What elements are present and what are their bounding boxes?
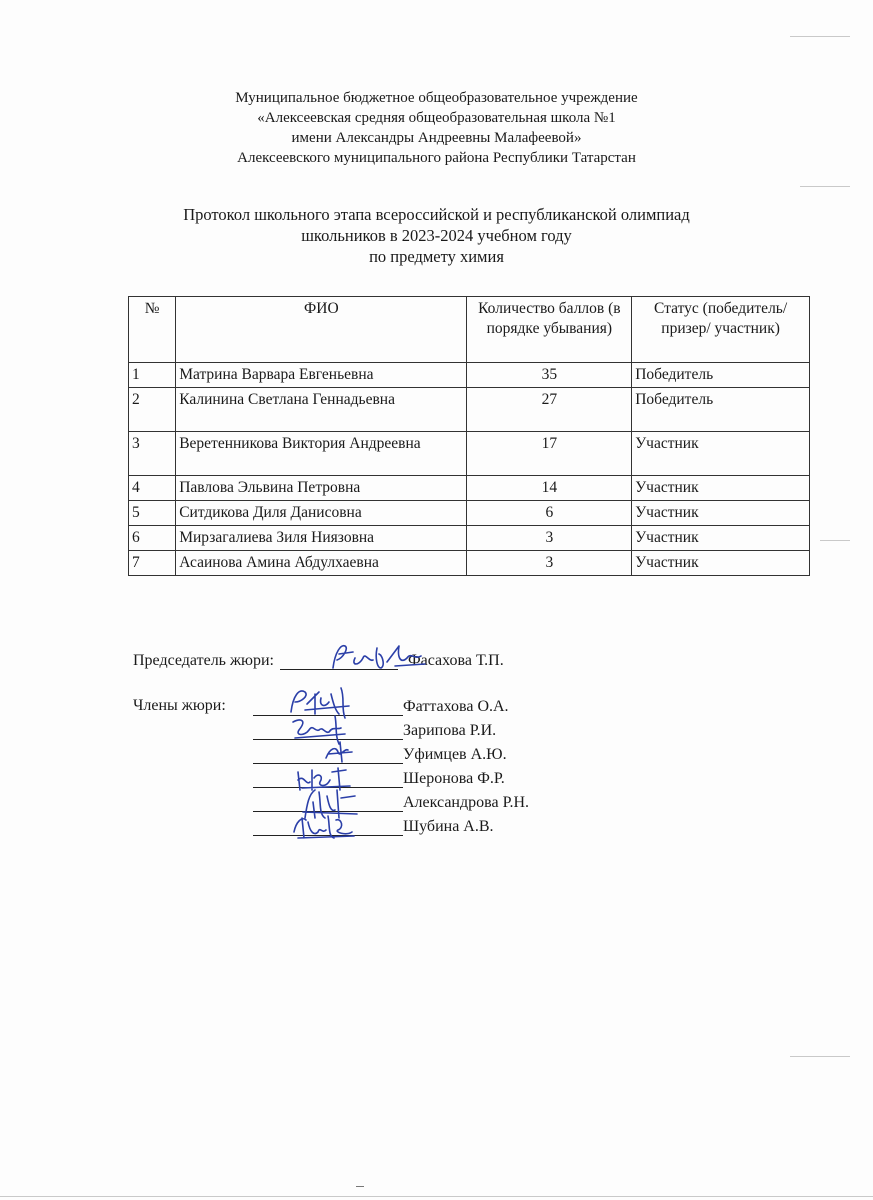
table-header-row [129, 297, 810, 363]
cell-score: 3 [467, 551, 632, 576]
title-line: школьников в 2023-2024 учебном году [301, 226, 572, 245]
header-line: имени Александры Андреевны Малафеевой» [291, 130, 582, 146]
scan-edge-line [820, 540, 850, 541]
table-row [129, 501, 810, 526]
signature-line [253, 721, 403, 740]
cell-num: 5 [129, 501, 176, 526]
scan-edge-line [790, 36, 850, 37]
member-row [253, 697, 509, 719]
cell-num: 4 [129, 476, 176, 501]
cell-num: 7 [129, 551, 176, 576]
table-row [129, 551, 810, 576]
scan-edge-line [0, 1196, 873, 1197]
cell-score: 6 [467, 501, 632, 526]
member-name: Уфимцев А.Ю. [403, 746, 507, 763]
member-row [253, 745, 507, 767]
cell-num: 2 [129, 388, 176, 432]
cell-name: Веретенникова Виктория Андреевна [176, 432, 467, 476]
chair-label: Председатель жюри: [133, 652, 274, 669]
header-status: Статус (победитель/ призер/ участник) [632, 297, 810, 363]
cell-name: Павлова Эльвина Петровна [176, 476, 467, 501]
cell-num: 3 [129, 432, 176, 476]
cell-score: 14 [467, 476, 632, 501]
school-header [0, 88, 873, 168]
results-table [128, 296, 810, 576]
member-row [253, 769, 505, 791]
table-row [129, 388, 810, 432]
table-row [129, 476, 810, 501]
header-score: Количество баллов (в порядке убывания) [467, 297, 632, 363]
cell-num: 6 [129, 526, 176, 551]
cell-status: Участник [632, 476, 810, 501]
title-line: по предмету химия [369, 247, 504, 266]
cell-status: Участник [632, 501, 810, 526]
signature-line [253, 745, 403, 764]
table-row [129, 432, 810, 476]
member-name: Шубина А.В. [403, 818, 494, 835]
table-row [129, 526, 810, 551]
member-name: Фаттахова О.А. [403, 698, 509, 715]
header-line: Муниципальное бюджетное общеобразовательное учреждение [235, 90, 638, 106]
members-label: Члены жюри: [133, 697, 226, 714]
signature-line [253, 697, 403, 716]
cell-name: Ситдикова Диля Данисовна [176, 501, 467, 526]
signature-line [280, 651, 398, 670]
member-name: Зарипова Р.И. [403, 722, 497, 739]
cell-num: 1 [129, 363, 176, 388]
chair-signature-line [133, 651, 504, 670]
cell-name: Мирзагалиева Зиля Ниязовна [176, 526, 467, 551]
cell-score: 17 [467, 432, 632, 476]
scan-edge-line [800, 186, 850, 187]
table-row [129, 363, 810, 388]
header-line: «Алексеевская средняя общеобразовательная школа №1 [257, 110, 616, 126]
member-name: Александрова Р.Н. [403, 794, 530, 811]
header-line: Алексеевского муниципального района Республики Татарстан [237, 150, 636, 166]
signature-line [253, 769, 403, 788]
title-line: Протокол школьного этапа всероссийской и республиканской олимпиад [183, 205, 690, 224]
cell-status: Победитель [632, 388, 810, 432]
scan-edge-line [790, 1056, 850, 1057]
member-row [253, 721, 496, 743]
cell-score: 27 [467, 388, 632, 432]
cell-name: Матрина Варвара Евгеньевна [176, 363, 467, 388]
member-row [253, 793, 529, 815]
cell-status: Участник [632, 526, 810, 551]
cell-score: 35 [467, 363, 632, 388]
member-name: Шеронова Ф.Р. [403, 770, 505, 787]
protocol-title [0, 204, 873, 267]
cell-name: Асаинова Амина Абдулхаевна [176, 551, 467, 576]
signature-line [253, 817, 403, 836]
signature-line [253, 793, 403, 812]
scan-mark [356, 1186, 364, 1187]
cell-status: Участник [632, 551, 810, 576]
cell-status: Участник [632, 432, 810, 476]
member-row [253, 817, 494, 839]
cell-score: 3 [467, 526, 632, 551]
cell-name: Калинина Светлана Геннадьевна [176, 388, 467, 432]
header-name: ФИО [176, 297, 467, 363]
cell-status: Победитель [632, 363, 810, 388]
chair-name: Фасахова Т.П. [408, 652, 504, 669]
header-num: № [129, 297, 176, 363]
